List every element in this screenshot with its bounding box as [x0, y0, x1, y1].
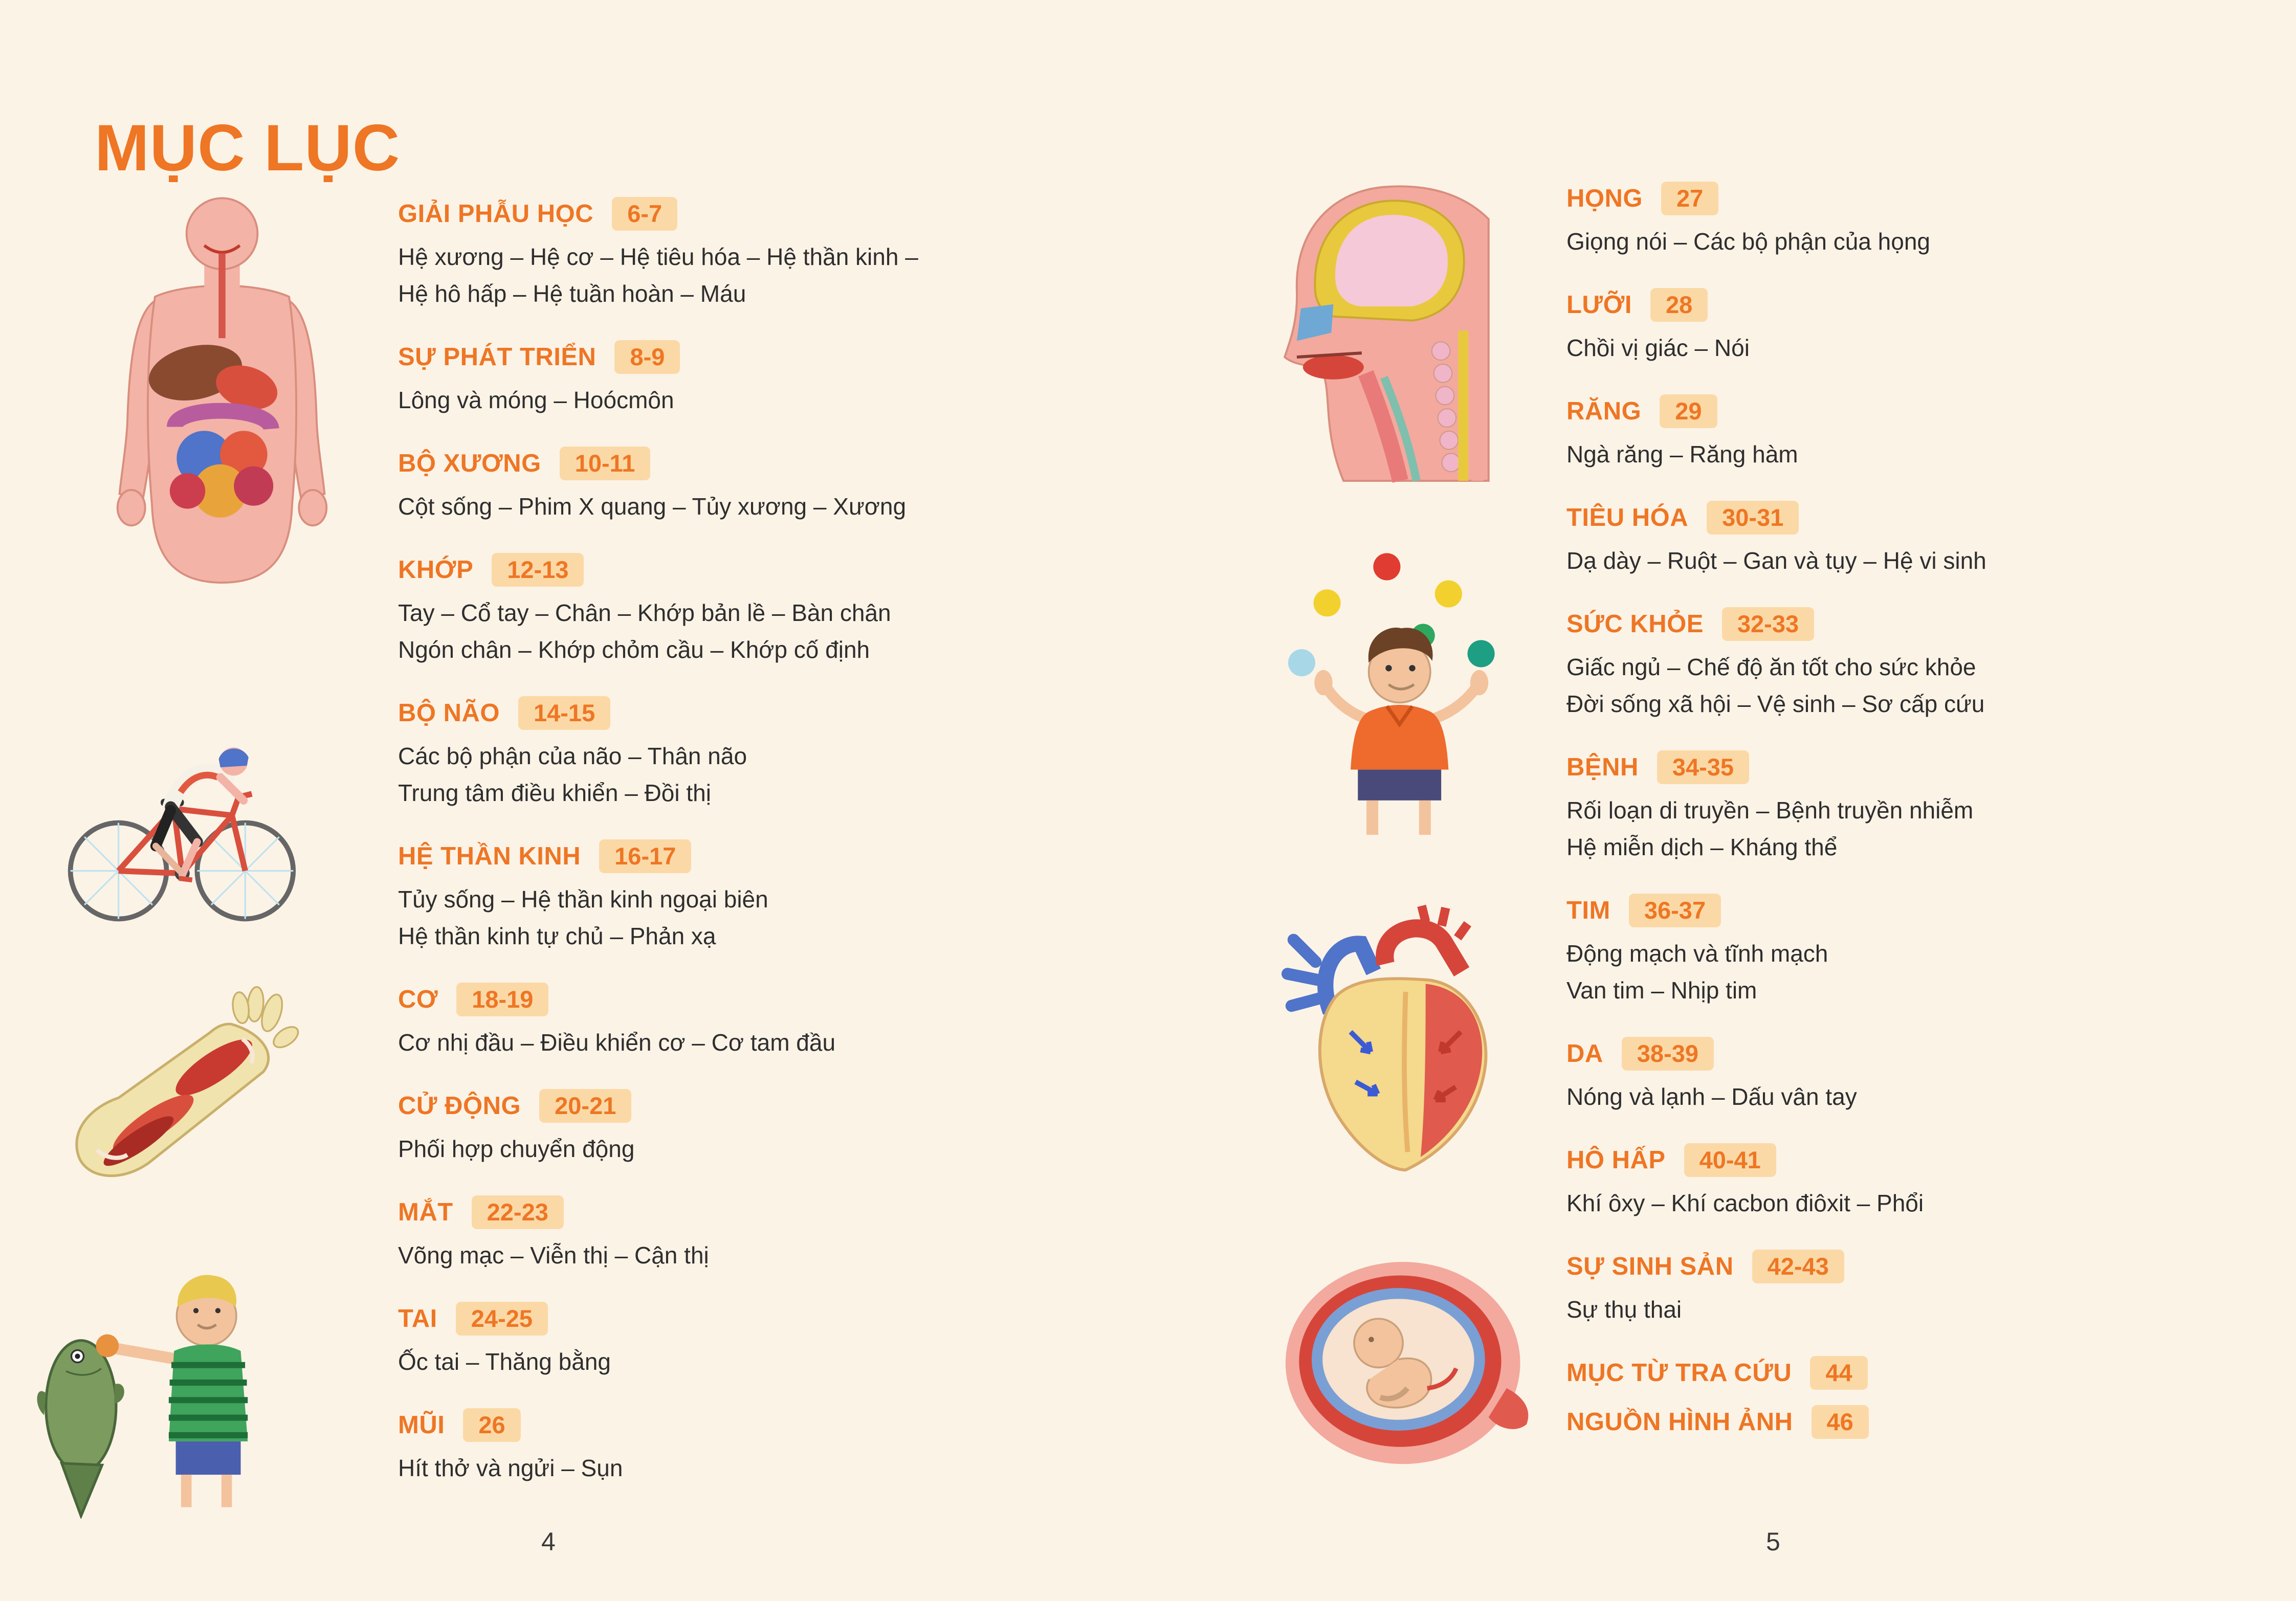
toc-entry [1566, 1035, 2247, 1115]
toc-entry-subtopics: Cột sống – Phim X quang – Tủy xương – Xương [398, 493, 907, 520]
toc-entry-header [398, 838, 1058, 875]
toc-entry-subtopics: Hít thở và ngửi – Sụn [398, 1455, 623, 1481]
toc-entry-subtopics: Cơ nhị đầu – Điều khiển cơ – Cơ tam đầu [398, 1029, 836, 1056]
toc-left-column [398, 195, 1058, 1513]
toc-entry-title: NGUỒN HÌNH ẢNH [1566, 1408, 1793, 1436]
toc-entry-header [1566, 606, 2247, 642]
page-number-badge: 32-33 [1722, 607, 1814, 641]
arm-muscles-illustration [45, 985, 305, 1189]
toc-entry-subtopics: Giọng nói – Các bộ phận của họng [1566, 228, 1930, 255]
toc-entry-title: HỆ THẦN KINH [398, 842, 581, 870]
toc-entry-header [1566, 393, 2247, 430]
page-number-badge: 18-19 [456, 983, 548, 1016]
boy-with-fish-illustration [27, 1253, 285, 1519]
toc-entry [1566, 1404, 2247, 1440]
toc-entry-title: MỤC TỪ TRA CỨU [1566, 1359, 1792, 1387]
toc-entry-header [398, 551, 1058, 588]
toc-entry-subtopics: Võng mạc – Viễn thị – Cận thị [398, 1242, 709, 1269]
toc-entry [398, 981, 1058, 1061]
toc-entry-title: BỘ XƯƠNG [398, 450, 541, 477]
page-title: MỤC LỤC [95, 111, 401, 185]
toc-entry-title: CƠ [398, 986, 438, 1013]
toc-entry-title: CỬ ĐỘNG [398, 1092, 521, 1120]
page-number-badge: 44 [1810, 1356, 1867, 1390]
toc-entry-header [398, 1407, 1058, 1443]
toc-entry [398, 445, 1058, 525]
juggling-boy-illustration [1271, 547, 1534, 839]
toc-entry [398, 695, 1058, 811]
page-number-badge: 30-31 [1707, 501, 1799, 535]
toc-entry-title: HÔ HẤP [1566, 1146, 1666, 1174]
toc-entry [1566, 393, 2247, 473]
toc-entry [1566, 1248, 2247, 1328]
toc-entry [1566, 1142, 2247, 1221]
toc-entry-subtopics: Giấc ngủ – Chế độ ăn tốt cho sức khỏe [1566, 654, 1976, 680]
toc-entry-header [1566, 749, 2247, 786]
page-number-badge: 38-39 [1622, 1037, 1714, 1071]
toc-entry-header [1566, 1035, 2247, 1072]
toc-entry-subtopics: Trung tâm điều khiển – Đồi thị [398, 780, 711, 806]
toc-entry-title: KHỚP [398, 556, 474, 584]
toc-entry-header [398, 1194, 1058, 1231]
heart-illustration [1275, 902, 1516, 1177]
toc-entry-header [1566, 1354, 2247, 1391]
toc-entry [398, 339, 1058, 418]
toc-entry-header [1566, 892, 2247, 929]
toc-entry-title: BỆNH [1566, 753, 1639, 781]
toc-entry-title: RĂNG [1566, 397, 1642, 425]
toc-entry [1566, 286, 2247, 366]
page-number-badge: 28 [1650, 288, 1708, 322]
toc-entry [398, 1087, 1058, 1167]
page-number-badge: 24-25 [456, 1302, 548, 1336]
toc-entry-header [398, 195, 1058, 232]
toc-entry-header [1566, 1248, 2247, 1285]
toc-entry-header [1566, 499, 2247, 536]
toc-entry [1566, 499, 2247, 579]
toc-entry-subtopics: Lông và móng – Hoócmôn [398, 387, 674, 413]
toc-right-column [1566, 180, 2247, 1453]
page-number-badge: 34-35 [1657, 750, 1749, 784]
toc-entry-title: MẮT [398, 1198, 453, 1226]
toc-entry [398, 195, 1058, 312]
toc-entry-subtopics: Hệ thần kinh tự chủ – Phản xạ [398, 923, 716, 949]
toc-entry [1566, 606, 2247, 722]
toc-entry-title: TIÊU HÓA [1566, 504, 1689, 531]
toc-entry-subtopics: Chồi vị giác – Nói [1566, 335, 1750, 361]
toc-entry [1566, 892, 2247, 1009]
toc-entry-header [398, 695, 1058, 731]
cyclist-illustration [56, 676, 305, 933]
toc-entry-header [398, 445, 1058, 482]
head-cross-section-illustration [1260, 179, 1504, 483]
toc-entry [398, 1194, 1058, 1274]
toc-entry-title: MŨI [398, 1411, 445, 1439]
toc-entry-title: HỌNG [1566, 185, 1643, 212]
toc-entry-subtopics: Các bộ phận của não – Thân não [398, 743, 747, 769]
toc-entry-header [398, 1087, 1058, 1124]
toc-entry-header [398, 981, 1058, 1018]
right-page-number: 5 [1766, 1527, 1780, 1556]
toc-entry-subtopics: Hệ hô hấp – Hệ tuần hoàn – Máu [398, 280, 746, 307]
toc-entry-title: DA [1566, 1040, 1603, 1068]
page-number-badge: 26 [463, 1408, 520, 1442]
page-number-badge: 16-17 [599, 839, 691, 873]
toc-entry-subtopics: Đời sống xã hội – Vệ sinh – Sơ cấp cứu [1566, 691, 1985, 717]
toc-entry-subtopics: Rối loạn di truyền – Bệnh truyền nhiễm [1566, 797, 1974, 824]
toc-entry-subtopics: Nóng và lạnh – Dấu vân tay [1566, 1083, 1857, 1110]
toc-entry [398, 1407, 1058, 1486]
toc-entry-subtopics: Ngón chân – Khớp chỏm cầu – Khớp cố định [398, 636, 870, 663]
toc-entry-header [1566, 1404, 2247, 1440]
fetus-illustration [1281, 1253, 1534, 1474]
toc-entry-subtopics: Tủy sống – Hệ thần kinh ngoại biên [398, 886, 768, 913]
toc-entry [1566, 180, 2247, 260]
toc-entry-subtopics: Ngà răng – Răng hàm [1566, 441, 1798, 468]
toc-entry-header [1566, 286, 2247, 323]
page-number-badge: 6-7 [612, 197, 677, 231]
toc-entry [398, 838, 1058, 954]
toc-entry-title: TAI [398, 1305, 437, 1332]
page-number-badge: 46 [1812, 1405, 1869, 1439]
toc-entry-subtopics: Hệ xương – Hệ cơ – Hệ tiêu hóa – Hệ thần kinh – [398, 243, 918, 270]
toc-entry [1566, 1354, 2247, 1391]
page-number-badge: 20-21 [539, 1089, 631, 1123]
page-number-badge: 40-41 [1684, 1143, 1776, 1177]
page-number-badge: 36-37 [1629, 894, 1721, 927]
toc-entry-title: GIẢI PHẪU HỌC [398, 200, 594, 228]
page-number-badge: 22-23 [472, 1195, 564, 1229]
toc-entry-subtopics: Sự thụ thai [1566, 1296, 1682, 1323]
page-number-badge: 14-15 [518, 696, 610, 730]
toc-entry [398, 551, 1058, 668]
toc-entry-subtopics: Ốc tai – Thăng bằng [398, 1348, 611, 1375]
toc-entry-header [398, 1300, 1058, 1337]
toc-entry-header [1566, 1142, 2247, 1178]
toc-entry-title: LƯỠI [1566, 291, 1632, 319]
toc-entry-subtopics: Van tim – Nhịp tim [1566, 977, 1757, 1004]
toc-entry-title: TIM [1566, 897, 1610, 924]
toc-entry-subtopics: Hệ miễn dịch – Kháng thể [1566, 834, 1838, 860]
toc-entry-subtopics: Động mạch và tĩnh mạch [1566, 940, 1828, 967]
page-number-badge: 10-11 [560, 447, 651, 480]
toc-entry-subtopics: Phối hợp chuyển động [398, 1136, 635, 1162]
toc-entry-title: SỨC KHỎE [1566, 610, 1704, 638]
toc-entry-subtopics: Khí ôxy – Khí cacbon điôxit – Phổi [1566, 1190, 1924, 1216]
left-page-number: 4 [541, 1527, 556, 1556]
toc-entry-subtopics: Tay – Cổ tay – Chân – Khớp bản lề – Bàn chân [398, 599, 891, 626]
page-number-badge: 12-13 [492, 553, 584, 587]
toc-entry-header [1566, 180, 2247, 217]
toc-entry-subtopics: Dạ dày – Ruột – Gan và tụy – Hệ vi sinh [1566, 547, 1986, 574]
page-number-badge: 27 [1661, 182, 1718, 215]
page-number-badge: 8-9 [614, 340, 680, 374]
toc-entry-header [398, 339, 1058, 375]
page-number-badge: 29 [1660, 394, 1717, 428]
page-number-badge: 42-43 [1752, 1250, 1844, 1283]
toc-entry [398, 1300, 1058, 1380]
toc-entry-title: BỘ NÃO [398, 699, 500, 727]
toc-entry [1566, 749, 2247, 865]
human-body-organs-illustration [92, 190, 352, 624]
toc-entry-title: SỰ SINH SẢN [1566, 1253, 1734, 1280]
toc-entry-title: SỰ PHÁT TRIỂN [398, 343, 597, 371]
